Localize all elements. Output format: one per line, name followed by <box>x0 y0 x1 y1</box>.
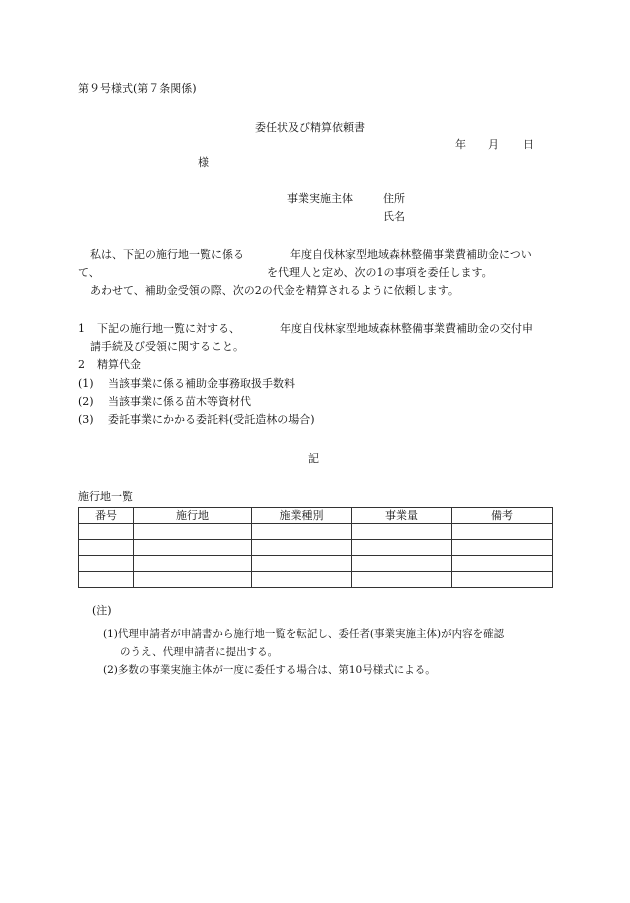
address-label: 住所 <box>383 192 405 205</box>
table-cell[interactable] <box>252 540 352 556</box>
table-cell[interactable] <box>79 540 134 556</box>
table-caption: 施行地一覧 <box>78 490 133 503</box>
body-line3: あわせて、補助金受領の際、次の2の代金を精算されるように依頼します。 <box>90 284 459 297</box>
table-cell[interactable] <box>79 524 134 540</box>
table-cell[interactable] <box>452 572 553 588</box>
table-row <box>79 540 553 556</box>
table-cell[interactable] <box>452 540 553 556</box>
table-cell[interactable] <box>79 556 134 572</box>
addressee-suffix: 様 <box>198 156 209 169</box>
table-cell[interactable] <box>134 556 252 572</box>
body-line2-part2: を代理人と定め、次の1の事項を委任します。 <box>267 266 493 279</box>
applicant-label: 事業実施主体 <box>287 192 353 205</box>
table-cell[interactable] <box>134 524 252 540</box>
ki-heading: 記 <box>308 452 319 465</box>
header-work-type: 施業種別 <box>252 508 352 524</box>
table-cell[interactable] <box>352 540 452 556</box>
site-list-table <box>78 507 553 588</box>
sub-item3-text: 委託事業にかかる委託料(受託造林の場合) <box>108 413 315 426</box>
table-cell[interactable] <box>352 556 452 572</box>
date-month-label: 月 <box>488 138 499 151</box>
table-cell[interactable] <box>252 524 352 540</box>
date-year-label: 年 <box>455 138 466 151</box>
table-row <box>79 556 553 572</box>
table-row <box>79 524 553 540</box>
sub-item1-number: (1) <box>78 377 94 390</box>
table-header-row <box>79 508 553 524</box>
table-cell[interactable] <box>79 572 134 588</box>
table-cell[interactable] <box>452 524 553 540</box>
item2-number: 2 <box>78 358 85 371</box>
sub-item3-number: (3) <box>78 413 94 426</box>
item1-text-part1: 下記の施行地一覧に対する、 <box>97 322 240 335</box>
date-day-label: 日 <box>523 138 534 151</box>
item1-number: 1 <box>78 322 85 335</box>
note2: (2)多数の事業実施主体が一度に委任する場合は、第10号様式による。 <box>103 664 436 676</box>
table-cell[interactable] <box>134 572 252 588</box>
header-number: 番号 <box>79 508 134 524</box>
sub-item2-number: (2) <box>78 395 94 408</box>
item1-text-part3: 請手続及び受領に関すること。 <box>90 340 244 353</box>
table-cell[interactable] <box>352 572 452 588</box>
sub-item2-text: 当該事業に係る苗木等資材代 <box>108 395 251 408</box>
body-line1-part2: 年度自伐林家型地域森林整備事業費補助金につい <box>290 248 532 261</box>
item2-text: 精算代金 <box>97 358 141 371</box>
name-label: 氏名 <box>383 210 405 223</box>
body-line2-part1: て、 <box>78 266 100 279</box>
form-number: 第９号様式(第７条関係) <box>78 82 197 95</box>
table-cell[interactable] <box>252 556 352 572</box>
table-cell[interactable] <box>452 556 553 572</box>
note1-line1: (1)代理申請者が申請書から施行地一覧を転記し、委任者(事業実施主体)が内容を確認 <box>103 628 505 640</box>
header-site: 施行地 <box>134 508 252 524</box>
notes-heading: (注) <box>92 604 112 617</box>
table-row <box>79 572 553 588</box>
note1-line2: のうえ、代理申請者に提出する。 <box>120 646 279 658</box>
table-cell[interactable] <box>252 572 352 588</box>
header-remarks: 備考 <box>452 508 553 524</box>
header-quantity: 事業量 <box>352 508 452 524</box>
item1-text-part2: 年度自伐林家型地域森林整備事業費補助金の交付申 <box>280 322 533 335</box>
sub-item1-text: 当該事業に係る補助金事務取扱手数料 <box>108 377 295 390</box>
table-cell[interactable] <box>352 524 452 540</box>
body-line1-part1: 私は、下記の施行地一覧に係る <box>90 248 244 261</box>
document-title: 委任状及び精算依頼書 <box>255 121 365 134</box>
table-cell[interactable] <box>134 540 252 556</box>
